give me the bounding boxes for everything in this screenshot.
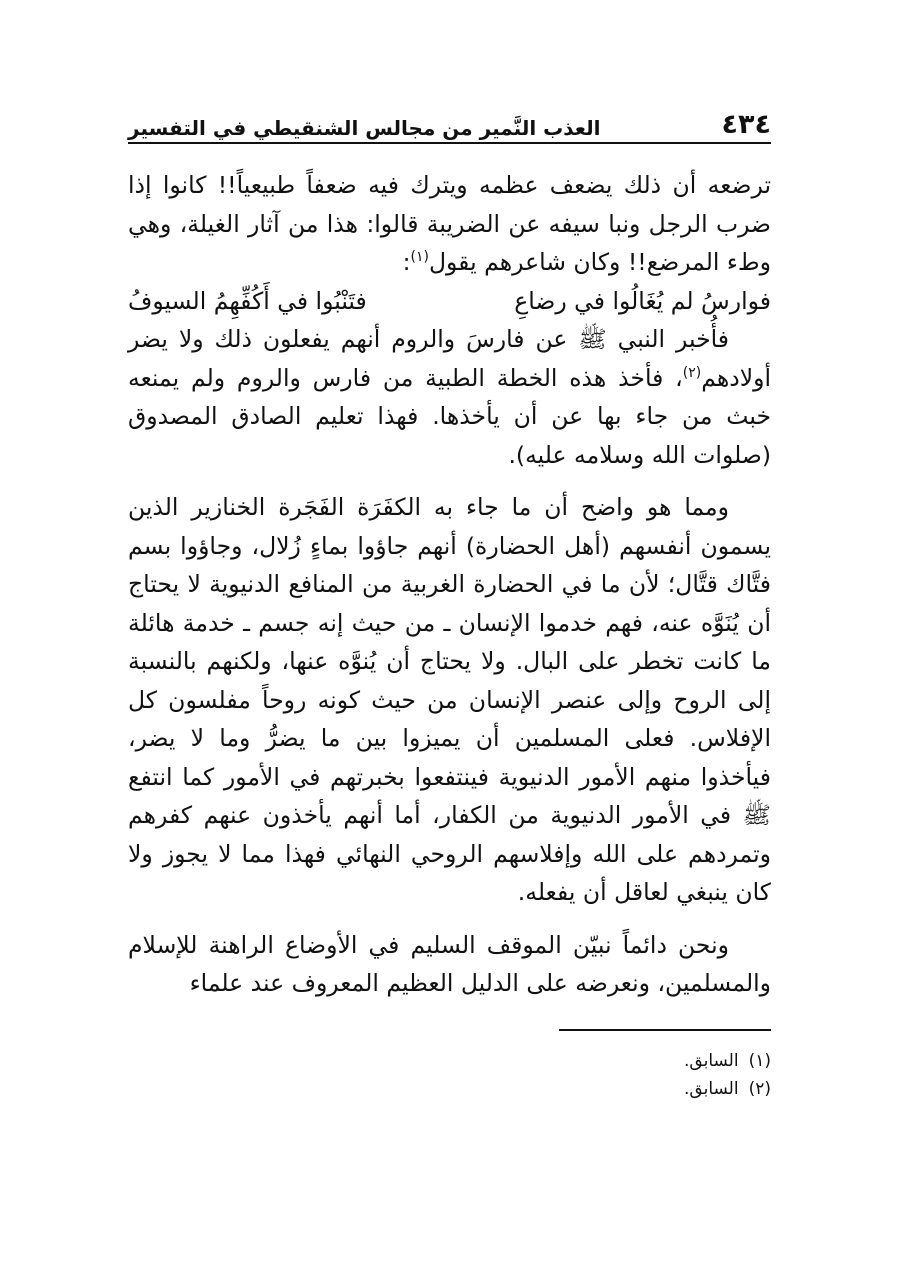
footnote-2 bbox=[128, 1075, 771, 1103]
page-number: ٤٣٤ bbox=[721, 109, 771, 140]
footnote-ref-2: (٢) bbox=[682, 364, 702, 381]
running-title: العذب النَّمير من مجالس الشنقيطي في التفسير bbox=[128, 116, 601, 140]
paragraph-3: ومما هو واضح أن ما جاء به الكفَرَة الفَجَرة الخنازير الذين يسمون أنفسهم (أهل الحضارة) أنهم جاؤوا بماءٍ زُلال، وجاؤوا بسم فتَّاك قتَّال؛ لأن ما في الحضارة الغربية من المنافع الدنيوية لا يحتاج أن يُنَوَّه عنه، فهم خدموا الإنسان ـ من حيث إنه جسم ـ خدمة هائلة ما كانت تخطر على البال. ولا يحتاج أن يُنوَّه عنها، ولكنهم بالنسبة إلى الروح وإلى عنصر الإنسان من حيث كونه روحاً مفلسون كل الإفلاس. فعلى المسلمين أن يميزوا بين ما يضرُّ وما لا يضر، فيأخذوا منهم الأمور الدنيوية فينتفعوا بخبرتهم في الأمور كما انتفع ﷺ في الأمور الدنيوية من الكفار، أما أنهم يأخذون عنهم كفرهم وتمردهم على الله وإفلاسهم الروحي النهائي فهذا مما لا يجوز ولا كان ينبغي لعاقل أن يفعله. bbox=[128, 493, 771, 906]
footnote-text: السابق. bbox=[684, 1050, 739, 1071]
footnote-ref-1: (١) bbox=[410, 249, 429, 266]
verse-first-hemistich: فوارسُ لم يُغَالُوا في رضاعِ bbox=[514, 286, 771, 315]
paragraph-text: : bbox=[402, 248, 411, 276]
paragraph-text: فأُخبر النبي ﷺ عن فارسَ والروم أنهم يفعلون ذلك ولا يضر أولادهم bbox=[128, 325, 771, 392]
book-page bbox=[128, 100, 771, 1180]
footnote-marker: (١) bbox=[748, 1050, 771, 1071]
paragraph-1 bbox=[128, 166, 771, 282]
page-header bbox=[128, 100, 771, 144]
paragraph-2 bbox=[128, 320, 771, 474]
body-text bbox=[128, 166, 771, 1003]
footnote-marker: (٢) bbox=[748, 1078, 771, 1099]
footnote-text: السابق. bbox=[684, 1078, 739, 1099]
paragraph-text: ترضعه أن ذلك يضعف عظمه ويترك فيه ضعفاً طبيعياً!! كانوا إذا ضرب الرجل ونبا سيفه عن الضريبة قالوا: هذا من آثار الغيلة، وهي وطء المرضع!! وكان شاعرهم يقول bbox=[128, 171, 771, 276]
footnote-divider bbox=[559, 1029, 771, 1031]
paragraph-text: ، فأخذ هذه الخطة الطبية من فارس والروم ولم يمنعه خبث من جاء بها عن أن يأخذها. فهذا تعليم الصادق المصدوق (صلوات الله وسلامه عليه). bbox=[128, 363, 771, 469]
footnotes bbox=[128, 1047, 771, 1103]
footnote-1 bbox=[128, 1047, 771, 1075]
poetry-verse bbox=[128, 282, 771, 321]
paragraph-4: ونحن دائماً نبيّن الموقف السليم في الأوضاع الراهنة للإسلام والمسلمين، ونعرضه على الدليل العظيم المعروف عند علماء bbox=[128, 930, 771, 997]
verse-second-hemistich: فتَنْبُوا في أَكُفِّهِمُ السيوفُ bbox=[128, 286, 367, 315]
